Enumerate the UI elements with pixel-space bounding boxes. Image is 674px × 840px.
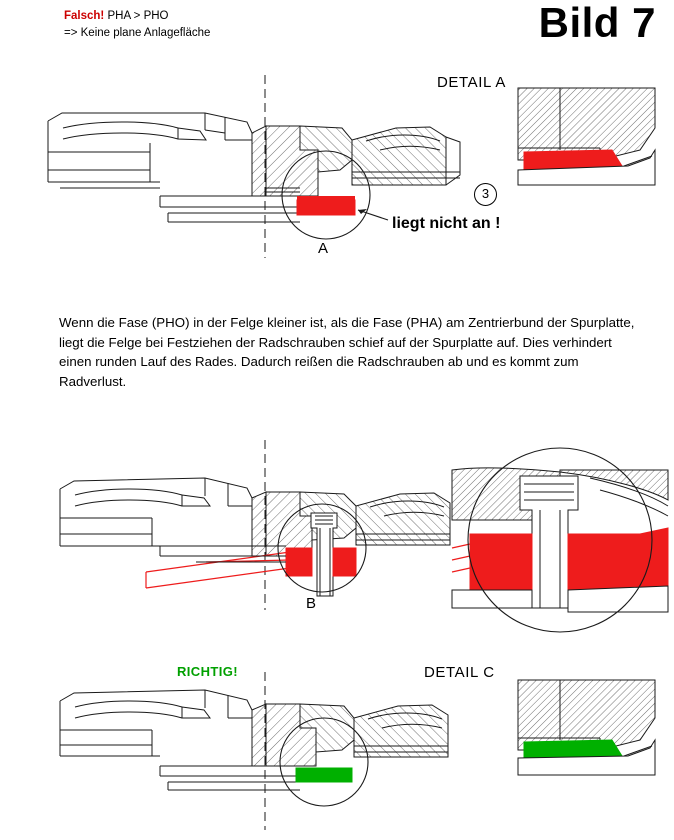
detail-a-zoom [518,88,655,185]
wrong-heading [64,10,169,22]
callout-not-seated: liegt nicht an ! [392,215,501,232]
correct-heading: RICHTIG! [177,664,238,679]
marker-label-b: B [306,595,317,612]
wrong-heading-rest: PHA > PHO [107,10,169,22]
marker-label-a: A [318,240,329,257]
wrong-heading-bold: Falsch! [64,10,105,22]
detail-c-zoom [518,680,655,775]
figure-number-badge: 3 [474,183,497,206]
assembly-bottom [60,672,448,830]
explanation-paragraph: Wenn die Fase (PHO) in der Felge kleiner ist, als die Fase (PHA) am Zentrierbund der Spurplatte, liegt die Felge bei Festziehen der Radschrauben schief auf der Spurplatte auf. Dies verhindert einen runden Lauf des Rades. Dadurch reißen die Radschrauben ab und es kommt zum Radverlust. [59,315,635,389]
detail-a-label: DETAIL A [437,74,506,91]
assembly-middle [60,440,450,610]
detail-c-label: DETAIL C [424,664,495,681]
detail-b-zoom [452,448,668,632]
page-title: Bild 7 [538,0,656,46]
explanation-text [59,313,639,391]
wrong-subtext: => Keine plane Anlagefläche [64,27,211,39]
